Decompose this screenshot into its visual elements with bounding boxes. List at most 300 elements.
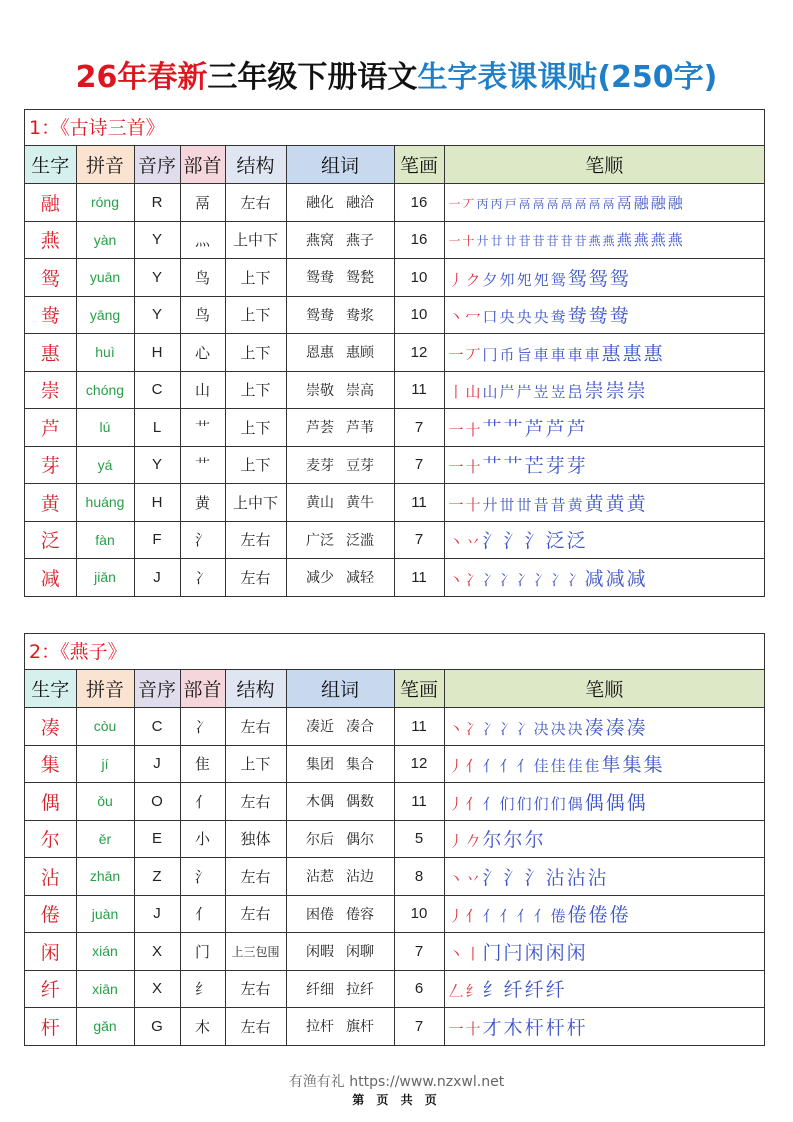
words-cell: [286, 409, 394, 447]
word: 燕子: [346, 232, 374, 249]
radical-cell: 灬: [180, 221, 225, 259]
char-cell: 芽: [25, 446, 76, 484]
stroke-step: 芦: [524, 417, 544, 440]
stroke-step: 芦: [545, 417, 565, 440]
stroke-step: 尔: [482, 829, 502, 852]
index-letter-cell: J: [134, 559, 180, 596]
char-cell: 黄: [25, 484, 76, 522]
word: 旗杆: [346, 1019, 374, 1036]
stroke-step: 鬲: [616, 193, 632, 212]
table-row: [25, 521, 764, 559]
stroke-count-cell: 11: [394, 559, 444, 596]
stroke-step: 山: [465, 383, 481, 402]
footer-page-text: 第 页 共 页: [352, 1093, 441, 1107]
words-cell: [286, 970, 394, 1008]
stroke-step: 芒: [524, 455, 544, 478]
stroke-step: 一: [448, 345, 464, 364]
words-cell: [286, 1008, 394, 1045]
structure-cell: 左右: [225, 895, 286, 933]
table-row: [25, 221, 764, 259]
stroke-step: 杆: [545, 1016, 565, 1039]
word: 尔后: [306, 831, 334, 848]
char-cell: 鸯: [25, 296, 76, 334]
pinyin-cell: chóng: [76, 371, 134, 409]
char-cell: 泛: [25, 521, 76, 559]
stroke-step: 亻: [516, 757, 532, 776]
index-letter-cell: J: [134, 895, 180, 933]
table-row: [25, 484, 764, 522]
stroke-step: 一: [448, 458, 464, 477]
stroke-step: 山: [482, 383, 498, 402]
structure-cell: 左右: [225, 708, 286, 746]
word: 纤细: [306, 981, 334, 998]
stroke-step: 一: [448, 234, 461, 249]
stroke-step: 冫: [482, 570, 498, 589]
stroke-step: 十: [462, 234, 475, 249]
stroke-step: 丶: [448, 719, 464, 738]
stroke-step: 車: [584, 345, 600, 364]
stroke-step: 集: [622, 754, 642, 777]
stroke-count-cell: 11: [394, 371, 444, 409]
table-row: [25, 559, 764, 596]
stroke-step: 丿: [448, 757, 464, 776]
index-letter-cell: X: [134, 970, 180, 1008]
radical-cell: 小: [180, 820, 225, 858]
stroke-step: 亻: [533, 907, 549, 926]
word: 木偶: [306, 794, 334, 811]
stroke-step: 鸳: [567, 267, 587, 290]
stroke-step: 𠂊: [465, 832, 481, 851]
word: 豆芽: [346, 457, 374, 474]
words-cell: [286, 783, 394, 821]
pinyin-cell: jí: [76, 745, 134, 783]
stroke-step: 丿: [448, 907, 464, 926]
radical-cell: 氵: [180, 521, 225, 559]
words-cell: [286, 334, 394, 372]
header-strokes: 笔画: [394, 146, 444, 184]
stroke-step: 冖: [465, 308, 481, 327]
char-cell: 崇: [25, 371, 76, 409]
stroke-step: 冫: [499, 570, 515, 589]
words-cell: [286, 259, 394, 297]
structure-cell: 上下: [225, 371, 286, 409]
index-letter-cell: R: [134, 184, 180, 222]
stroke-step: 芽: [545, 455, 565, 478]
header-index: 音序: [134, 670, 180, 708]
words-cell: [286, 820, 394, 858]
stroke-step: 鸯: [609, 305, 629, 328]
stroke-step: 屵: [516, 383, 532, 402]
stroke-step: 岦: [533, 383, 549, 402]
stroke-step: 纤: [545, 979, 565, 1002]
pinyin-cell: yuān: [76, 259, 134, 297]
stroke-step: 旨: [516, 345, 532, 364]
stroke-step: 泛: [566, 530, 586, 553]
stroke-step: 鬲: [588, 196, 601, 211]
title-blue-part: 生字表课课贴(250字): [417, 60, 718, 95]
word: 凑近: [306, 719, 334, 736]
structure-cell: 独体: [225, 820, 286, 858]
stroke-step: 闲: [545, 941, 565, 964]
word: 黄山: [306, 495, 334, 512]
stroke-step: 闲: [566, 941, 586, 964]
word: 集合: [346, 756, 374, 773]
stroke-step: 苷: [546, 234, 559, 249]
structure-cell: 上下: [225, 259, 286, 297]
word: 广泛: [306, 532, 334, 549]
stroke-order-cell: [444, 783, 764, 821]
stroke-step: 黄: [605, 492, 625, 515]
stroke-step: 十: [465, 495, 481, 514]
stroke-step: 冫: [499, 719, 515, 738]
words-cell: [286, 895, 394, 933]
stroke-count-cell: 7: [394, 933, 444, 971]
stroke-step: 鬲: [602, 196, 615, 211]
stroke-step: 黄: [584, 492, 604, 515]
word: 惠顾: [346, 345, 374, 362]
stroke-step: 丆: [465, 345, 481, 364]
stroke-step: 一: [448, 1019, 464, 1038]
stroke-count-cell: 10: [394, 895, 444, 933]
char-cell: 燕: [25, 221, 76, 259]
stroke-step: 凑: [626, 716, 646, 739]
stroke-step: 冫: [550, 570, 566, 589]
section-title: 2：《燕子》: [25, 634, 764, 670]
words-cell: [286, 221, 394, 259]
stroke-step: 芦: [566, 417, 586, 440]
stroke-step: 倦: [550, 907, 566, 926]
header-radical: 部首: [180, 670, 225, 708]
stroke-step: 亻: [465, 757, 481, 776]
pinyin-cell: huì: [76, 334, 134, 372]
stroke-step: 夗: [516, 270, 532, 289]
stroke-step: 亻: [465, 907, 481, 926]
word: 减少: [306, 570, 334, 587]
index-letter-cell: C: [134, 708, 180, 746]
radical-cell: 纟: [180, 970, 225, 1008]
header-order: 笔顺: [444, 670, 764, 708]
stroke-count-cell: 12: [394, 745, 444, 783]
stroke-step: 昔: [533, 495, 549, 514]
words-cell: [286, 521, 394, 559]
stroke-step: 鸳: [550, 270, 566, 289]
section-2: [24, 633, 765, 1046]
structure-cell: 上三包围: [225, 933, 286, 971]
pinyin-cell: juàn: [76, 895, 134, 933]
word: 麦芽: [306, 457, 334, 474]
stroke-step: 𠃋: [448, 982, 464, 1001]
word: 燕窝: [306, 232, 334, 249]
stroke-step: 艹: [482, 417, 502, 440]
stroke-count-cell: 7: [394, 1008, 444, 1045]
title-red-part: 26年春新: [75, 60, 208, 95]
stroke-step: 冫: [516, 719, 532, 738]
stroke-step: 鬲: [532, 196, 545, 211]
word: 融洽: [346, 195, 374, 212]
table-row: [25, 783, 764, 821]
stroke-step: 倦: [567, 904, 587, 927]
stroke-count-cell: 16: [394, 184, 444, 222]
stroke-count-cell: 11: [394, 783, 444, 821]
char-cell: 鸳: [25, 259, 76, 297]
stroke-count-cell: 11: [394, 708, 444, 746]
stroke-count-cell: 6: [394, 970, 444, 1008]
words-cell: [286, 933, 394, 971]
stroke-step: 丗: [516, 495, 532, 514]
pinyin-cell: ěr: [76, 820, 134, 858]
stroke-step: 丿: [448, 832, 464, 851]
table-header-row: [25, 670, 764, 708]
stroke-step: 丙: [476, 196, 489, 211]
stroke-order-cell: [444, 970, 764, 1008]
word: 拉杆: [306, 1019, 334, 1036]
structure-cell: 左右: [225, 1008, 286, 1045]
word: 鸳甃: [346, 270, 374, 287]
stroke-step: 崇: [626, 380, 646, 403]
stroke-step: 十: [465, 420, 481, 439]
stroke-step: 倦: [588, 904, 608, 927]
stroke-step: 夗: [533, 270, 549, 289]
stroke-step: 丷: [465, 869, 481, 888]
stroke-step: 十: [465, 1019, 481, 1038]
word: 沾惹: [306, 869, 334, 886]
stroke-step: 丶: [448, 944, 464, 963]
stroke-step: 纟: [465, 982, 481, 1001]
structure-cell: 左右: [225, 858, 286, 896]
char-cell: 倦: [25, 895, 76, 933]
stroke-order-cell: [444, 858, 764, 896]
stroke-step: 隼: [601, 754, 621, 777]
character-table: [25, 670, 764, 1045]
radical-cell: 黄: [180, 484, 225, 522]
stroke-step: 口: [482, 308, 498, 327]
word: 减轻: [346, 570, 374, 587]
structure-cell: 左右: [225, 783, 286, 821]
stroke-count-cell: 10: [394, 259, 444, 297]
stroke-step: 丨: [465, 944, 481, 963]
table-row: [25, 708, 764, 746]
radical-cell: 隹: [180, 745, 225, 783]
radical-cell: 冫: [180, 708, 225, 746]
radical-cell: 心: [180, 334, 225, 372]
stroke-order-cell: [444, 259, 764, 297]
word: 鸳鸯: [306, 270, 334, 287]
index-letter-cell: H: [134, 484, 180, 522]
structure-cell: 左右: [225, 184, 286, 222]
stroke-order-cell: [444, 559, 764, 596]
stroke-step: 亻: [482, 757, 498, 776]
stroke-step: 央: [499, 308, 515, 327]
stroke-step: 昔: [550, 495, 566, 514]
stroke-step: 崇: [584, 380, 604, 403]
section-1: [24, 109, 765, 597]
stroke-step: 一: [448, 495, 464, 514]
stroke-step: 佳: [533, 757, 549, 776]
stroke-order-cell: [444, 409, 764, 447]
stroke-step: 偶: [584, 791, 604, 814]
char-cell: 惠: [25, 334, 76, 372]
pinyin-cell: fàn: [76, 521, 134, 559]
stroke-step: 币: [499, 345, 515, 364]
index-letter-cell: H: [134, 334, 180, 372]
stroke-step: 丿: [448, 270, 464, 289]
stroke-step: ク: [465, 270, 481, 289]
words-cell: [286, 559, 394, 596]
stroke-step: 一: [448, 196, 461, 211]
structure-cell: 上下: [225, 334, 286, 372]
char-cell: 凑: [25, 708, 76, 746]
char-cell: 尔: [25, 820, 76, 858]
stroke-step: 减: [605, 567, 625, 590]
pinyin-cell: xiān: [76, 970, 134, 1008]
pinyin-cell: xián: [76, 933, 134, 971]
stroke-step: 纤: [524, 979, 544, 1002]
index-letter-cell: C: [134, 371, 180, 409]
stroke-count-cell: 7: [394, 446, 444, 484]
word: 倦容: [346, 906, 374, 923]
stroke-step: 燕: [616, 231, 632, 250]
stroke-step: 黄: [567, 495, 583, 514]
structure-cell: 上下: [225, 446, 286, 484]
stroke-count-cell: 7: [394, 521, 444, 559]
section-title: 1：《古诗三首》: [25, 110, 764, 146]
stroke-order-cell: [444, 745, 764, 783]
stroke-step: 燕: [633, 231, 649, 250]
stroke-step: 鬲: [574, 196, 587, 211]
header-char: 生字: [25, 146, 76, 184]
stroke-step: 们: [533, 794, 549, 813]
char-cell: 芦: [25, 409, 76, 447]
title-black-part: 三年级下册语文: [207, 60, 418, 95]
words-cell: [286, 446, 394, 484]
stroke-step: 丙: [490, 196, 503, 211]
stroke-step: 苷: [518, 234, 531, 249]
stroke-step: 决: [550, 719, 566, 738]
stroke-step: 十: [465, 458, 481, 477]
stroke-step: 融: [650, 193, 666, 212]
words-cell: [286, 371, 394, 409]
char-cell: 纤: [25, 970, 76, 1008]
stroke-step: 央: [516, 308, 532, 327]
word: 恩惠: [306, 345, 334, 362]
index-letter-cell: X: [134, 933, 180, 971]
stroke-step: 佳: [567, 757, 583, 776]
stroke-step: 丶: [448, 570, 464, 589]
stroke-step: 隹: [584, 757, 600, 776]
stroke-step: 冂: [482, 345, 498, 364]
stroke-step: 氵: [524, 866, 544, 889]
table-row: [25, 296, 764, 334]
stroke-order-cell: [444, 1008, 764, 1045]
radical-cell: 亻: [180, 783, 225, 821]
stroke-step: 惠: [643, 342, 663, 365]
pinyin-cell: ǒu: [76, 783, 134, 821]
stroke-step: 亻: [516, 907, 532, 926]
words-cell: [286, 745, 394, 783]
table-row: [25, 409, 764, 447]
radical-cell: 艹: [180, 409, 225, 447]
word: 崇高: [346, 382, 374, 399]
pinyin-cell: còu: [76, 708, 134, 746]
table-row: [25, 745, 764, 783]
stroke-step: 車: [533, 345, 549, 364]
stroke-step: 苷: [532, 234, 545, 249]
stroke-step: 鸯: [550, 308, 566, 327]
stroke-step: 亻: [499, 757, 515, 776]
stroke-step: 亻: [482, 794, 498, 813]
stroke-step: 沾: [566, 866, 586, 889]
table-header-row: [25, 146, 764, 184]
stroke-step: 冫: [482, 719, 498, 738]
stroke-order-cell: [444, 184, 764, 222]
word: 泛滥: [346, 532, 374, 549]
stroke-step: 沾: [545, 866, 565, 889]
stroke-step: 車: [567, 345, 583, 364]
radical-cell: 木: [180, 1008, 225, 1045]
stroke-step: 氵: [482, 866, 502, 889]
stroke-step: 燕: [588, 234, 601, 249]
radical-cell: 氵: [180, 858, 225, 896]
radical-cell: 鸟: [180, 259, 225, 297]
stroke-step: 们: [516, 794, 532, 813]
index-letter-cell: Z: [134, 858, 180, 896]
stroke-step: 减: [626, 567, 646, 590]
stroke-step: 廿: [490, 234, 503, 249]
stroke-order-cell: [444, 820, 764, 858]
char-cell: 闲: [25, 933, 76, 971]
stroke-count-cell: 11: [394, 484, 444, 522]
words-cell: [286, 184, 394, 222]
stroke-order-cell: [444, 221, 764, 259]
header-words: 组词: [286, 670, 394, 708]
stroke-order-cell: [444, 708, 764, 746]
table-row: [25, 184, 764, 222]
word: 困倦: [306, 906, 334, 923]
stroke-step: 夕: [482, 270, 498, 289]
table-row: [25, 858, 764, 896]
pinyin-cell: gǎn: [76, 1008, 134, 1045]
stroke-step: 廾: [482, 495, 498, 514]
stroke-step: 冫: [465, 719, 481, 738]
header-structure: 结构: [225, 670, 286, 708]
stroke-step: 融: [633, 193, 649, 212]
stroke-step: 尔: [503, 829, 523, 852]
char-cell: 集: [25, 745, 76, 783]
header-pinyin: 拼音: [76, 146, 134, 184]
stroke-step: 一: [448, 420, 464, 439]
stroke-step: 亻: [499, 907, 515, 926]
word: 偶数: [346, 794, 374, 811]
character-table: [25, 146, 764, 596]
header-index: 音序: [134, 146, 180, 184]
stroke-step: 苷: [560, 234, 573, 249]
header-order: 笔顺: [444, 146, 764, 184]
stroke-order-cell: [444, 371, 764, 409]
stroke-step: 廿: [504, 234, 517, 249]
index-letter-cell: Y: [134, 446, 180, 484]
stroke-step: 凑: [584, 716, 604, 739]
pinyin-cell: jiǎn: [76, 559, 134, 596]
page-title: [0, 52, 793, 96]
pinyin-cell: lú: [76, 409, 134, 447]
structure-cell: 左右: [225, 559, 286, 596]
stroke-step: 融: [667, 193, 683, 212]
table-row: [25, 371, 764, 409]
stroke-step: 冫: [567, 570, 583, 589]
stroke-step: 们: [499, 794, 515, 813]
radical-cell: 鸟: [180, 296, 225, 334]
stroke-step: 鸳: [588, 267, 608, 290]
